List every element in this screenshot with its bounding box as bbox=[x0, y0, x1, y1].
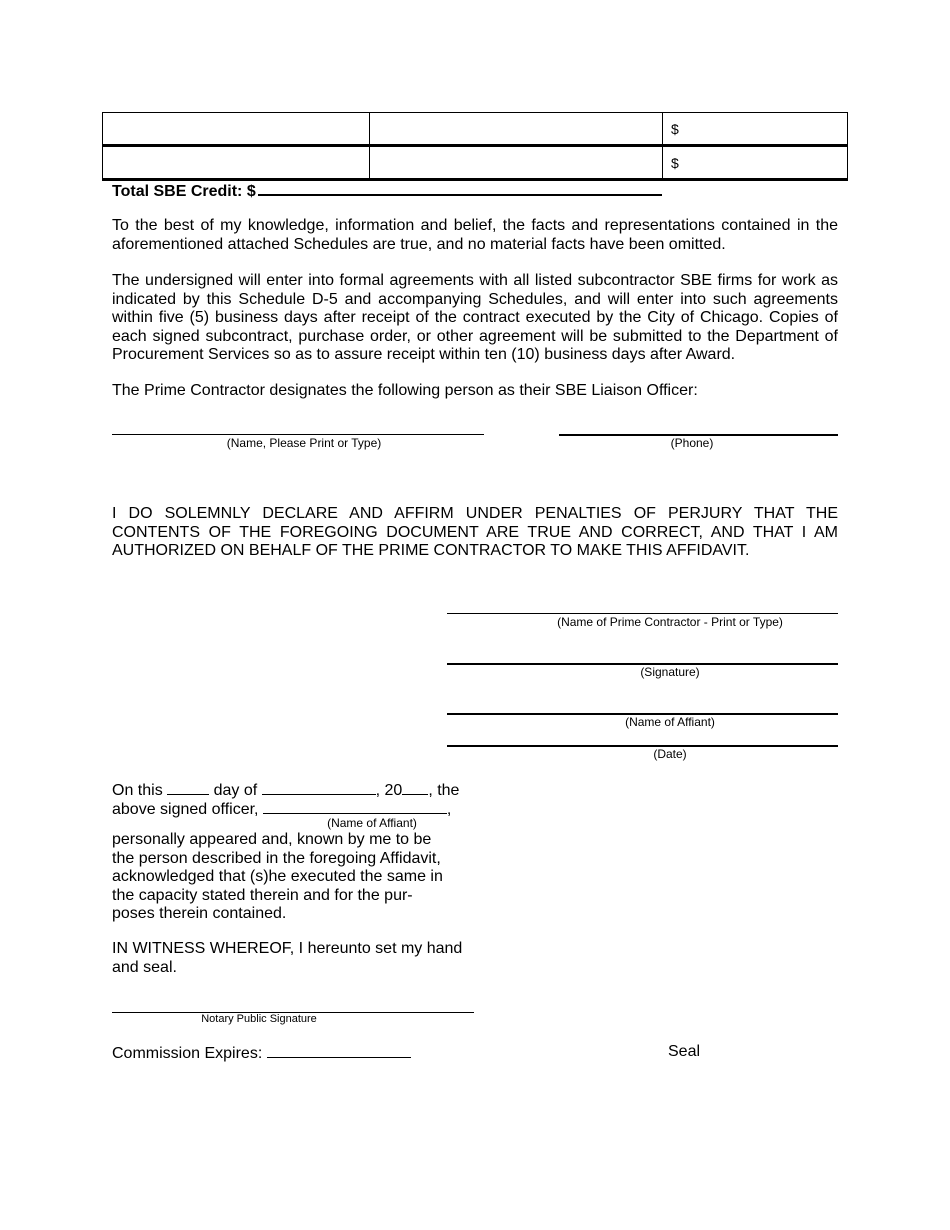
date-caption: (Date) bbox=[653, 747, 687, 761]
signature-caption: (Signature) bbox=[640, 665, 700, 679]
month-field[interactable] bbox=[262, 780, 376, 795]
prime-contractor-line[interactable] bbox=[447, 600, 838, 614]
liaison-phone-caption: (Phone) bbox=[670, 436, 714, 450]
notary-affiant-caption: (Name of Affiant) bbox=[327, 816, 417, 830]
signature-line[interactable] bbox=[447, 650, 838, 665]
affiant-caption: (Name of Affiant) bbox=[625, 715, 715, 729]
date-line[interactable] bbox=[447, 732, 838, 747]
commission-label: Commission Expires: bbox=[112, 1045, 267, 1062]
table-cell-amount[interactable]: $ bbox=[663, 146, 848, 180]
liaison-name-caption: (Name, Please Print or Type) bbox=[226, 436, 382, 450]
commission-field[interactable] bbox=[267, 1043, 411, 1058]
notary-text: , 20 bbox=[375, 782, 403, 799]
table-cell[interactable] bbox=[370, 113, 663, 146]
year-field[interactable] bbox=[402, 780, 428, 795]
agreements-paragraph: The undersigned will enter into formal agreements with all listed subcontractor SBE firms for work as indicated by this Schedule D-5 and accompanying Schedules, and will enter into such agreements within five (5) business days after receipt of the contract executed by the City of Chicago. Copies of each signed subcontract, purchase order, or other agreement will be submitted to the Department of Procurement Services so as to assure receipt within ten (10) business days after Award. bbox=[112, 272, 838, 363]
sbe-credit-table bbox=[102, 112, 848, 181]
seal-label: Seal bbox=[668, 1043, 701, 1060]
liaison-paragraph: The Prime Contractor designates the following person as their SBE Liaison Officer: bbox=[112, 382, 698, 399]
notary-text: , the bbox=[428, 782, 460, 799]
liaison-phone-line[interactable] bbox=[559, 420, 838, 436]
table-row bbox=[103, 113, 848, 146]
notary-date-line bbox=[112, 780, 459, 801]
notary-signature-line[interactable] bbox=[112, 998, 474, 1013]
table-cell-amount[interactable]: $ bbox=[663, 113, 848, 146]
officer-name-field[interactable] bbox=[263, 799, 447, 814]
notary-signature-caption: Notary Public Signature bbox=[201, 1013, 317, 1025]
witness-statement: IN WITNESS WHEREOF, I hereunto set my hand and seal. bbox=[112, 940, 463, 976]
commission-expires bbox=[112, 1043, 411, 1064]
table-row bbox=[103, 146, 848, 180]
total-sbe-credit bbox=[112, 180, 662, 201]
table-cell[interactable] bbox=[103, 113, 370, 146]
notary-text: day of bbox=[209, 782, 262, 799]
notary-body: personally appeared and, known by me to be the person described in the foregoing Affidavit, acknowledged that (s)he executed the same in the capacity stated therein and for the pur-poses therein contained. bbox=[112, 831, 443, 922]
notary-text: On this bbox=[112, 782, 168, 799]
knowledge-paragraph: To the best of my knowledge, information and belief, the facts and representations contained in the aforementioned attached Schedules are true, and no material facts have been omitted. bbox=[112, 217, 838, 253]
total-field[interactable] bbox=[258, 180, 662, 196]
day-field[interactable] bbox=[167, 780, 209, 795]
liaison-name-line[interactable] bbox=[112, 420, 484, 435]
total-label: Total SBE Credit: $ bbox=[112, 183, 256, 200]
table-cell[interactable] bbox=[370, 146, 663, 180]
notary-text: , bbox=[446, 801, 452, 818]
prime-contractor-caption: (Name of Prime Contractor - Print or Type) bbox=[557, 615, 783, 629]
table-cell[interactable] bbox=[103, 146, 370, 180]
affiant-line[interactable] bbox=[447, 700, 838, 715]
affirmation-paragraph: I DO SOLEMNLY DECLARE AND AFFIRM UNDER PENALTIES OF PERJURY THAT THE CONTENTS OF THE FOREGOING DOCUMENT ARE TRUE AND CORRECT, AND THAT I AM AUTHORIZED ON BEHALF OF THE PRIME CONTRACTOR TO MAKE THIS AFFIDAVIT. bbox=[112, 505, 838, 559]
notary-text: above signed officer, bbox=[112, 801, 263, 818]
